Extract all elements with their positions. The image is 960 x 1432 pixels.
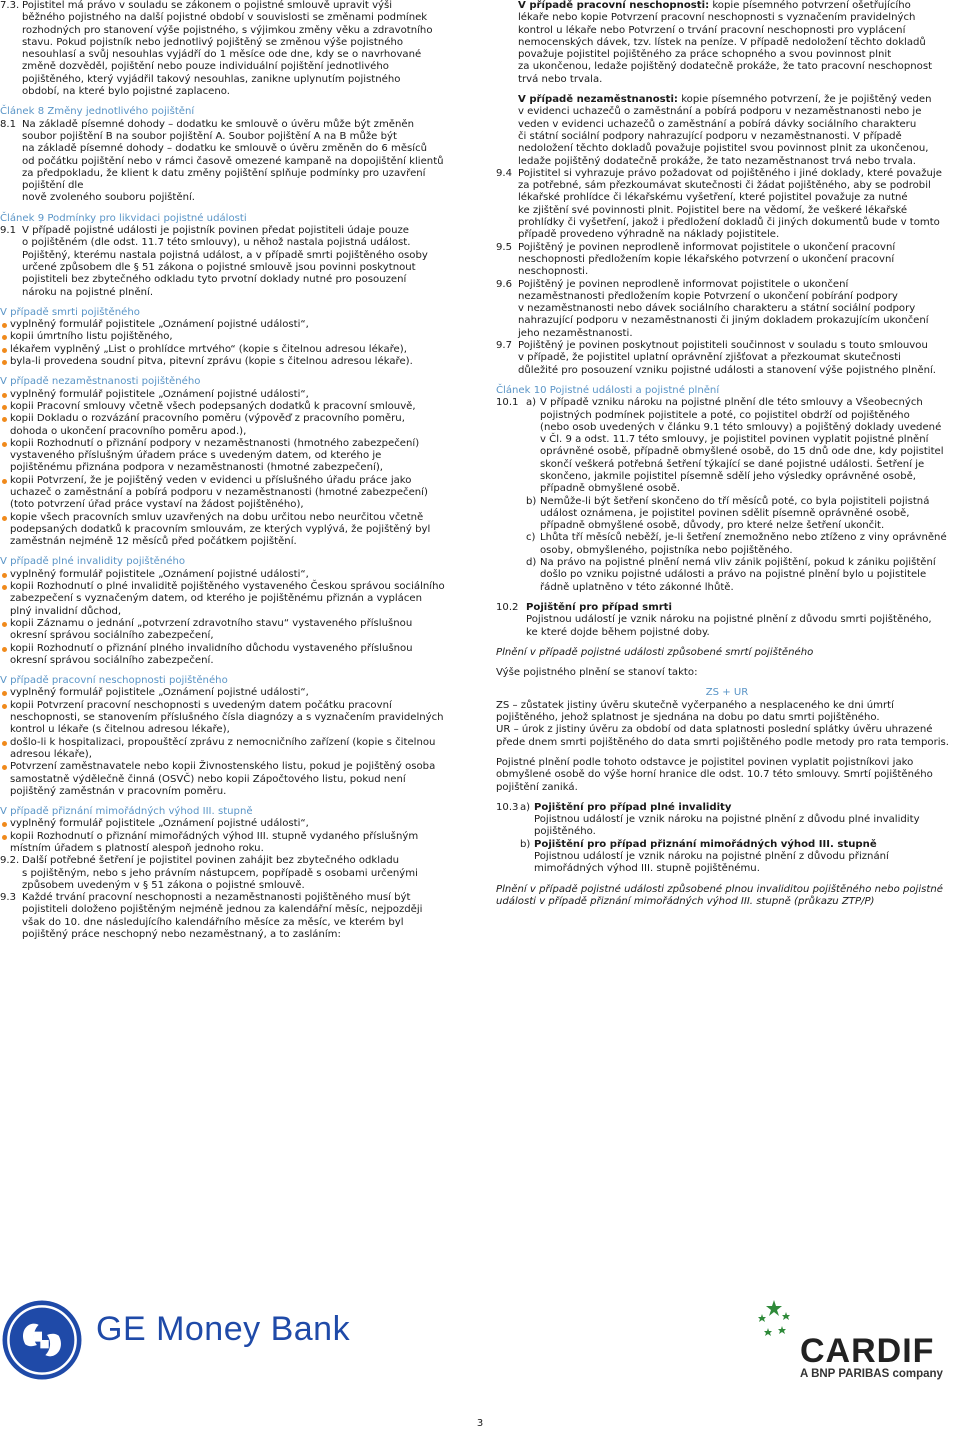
list-item — [0, 475, 460, 512]
paragraph-number: 7.3. — [0, 0, 20, 11]
text-line: soubor pojištění B na soubor pojištění A. Soubor pojištění A na B může být — [22, 130, 397, 142]
subparagraph-c — [526, 532, 958, 557]
cardif-wordmark: CARDIF — [800, 1332, 935, 1370]
benefit-formula: ZS + UR — [705, 687, 749, 699]
text-line: pojištěnému přiznána podpora v nezaměstnanosti (hmotné zabezpečení), — [10, 462, 383, 474]
list-item: vyplněný formulář pojistitele „Oznámení pojistné události“, — [0, 319, 460, 331]
text-line: kontrol u lékaře nebo Potvrzení o trvání pracovní neschopnosti pro vyplácení — [518, 24, 906, 36]
text-line: pojištěného, který vyjádřil takový nesouhlas, zanikne uplynutím pojistného — [22, 73, 401, 85]
page-number: 3 — [476, 1418, 484, 1429]
death-benefit-note: Plnění v případě pojistné události způsobené smrtí pojištěného — [496, 646, 814, 658]
text-line: nezaměstnanosti předložením kopie Potvrzení o ukončení pobírání podpory — [518, 290, 898, 302]
sick-leave-requirement — [496, 0, 958, 86]
text-line: v Čl. 9 a odst. 11.7 této smlouvy, je pojistitel povinen vyplatit pojistné plnění — [540, 434, 929, 446]
text-line: však do 10. dne následujícího kalendářního měsíce za měsíc, ve kterém byl — [22, 916, 404, 928]
text-line: kopii Rozhodnutí o plné invaliditě pojištěného vystaveného Českou správou sociálního — [10, 581, 445, 593]
text-line: podepsaných dodatků k pracovním smlouvám, ze kterých vyplývá, že pojištěný byl — [10, 523, 431, 535]
text-line: Nemůže-li být šetření skončeno do tří měsíců poté, co byla pojistiteli pojistná — [540, 495, 930, 507]
bold-lead: V případě pracovní neschopnosti: — [518, 0, 710, 11]
extraordinary-benefits-section-heading: V případě přiznání mimořádných výhod III. stupně — [0, 806, 253, 818]
text-line: prohlídky či vyšetření, jakož i předložení dokladů či jiných dokumentů bude v tomto — [518, 217, 940, 229]
text-line: považuje pojistitel pojištěného za práce schopného a svou povinnost plnit — [518, 49, 892, 61]
text-line: Pojistnou událostí je vznik nároku na pojistné plnění z důvodu smrti pojištěného, — [526, 614, 932, 626]
paragraph-number: 9.4 — [496, 167, 513, 179]
subsection-title: Pojištění pro případ smrti — [526, 601, 672, 613]
text-line: o pojištěném (dle odst. 11.7 této smlouvy), u něhož nastala pojistná událost. — [22, 237, 411, 249]
text-line: skončeno, jakmile pojistitel písemně sdělí jeho výsledky oprávněné osobě, — [540, 470, 917, 482]
text-line: kopii Potvrzení pracovní neschopnosti s uvedeným datem počátku pracovní — [10, 699, 392, 711]
subsection-title: Pojištění pro případ plné invalidity — [534, 801, 732, 813]
text-line: obmyšlené osobě do výše horní hranice dle odst. 10.7 této smlouvy. Smrtí pojištěného — [496, 769, 933, 781]
text-line: případně obmyšlené osobě, důvody, pro které nelze šetření ukončit. — [540, 520, 885, 532]
text-line: od počátku pojištění nebo v rámci časově omezené kampaně na dopojištění klientů — [22, 155, 444, 167]
article-10-heading: Článek 10 Pojistné události a pojistné plnění — [496, 384, 720, 396]
text-line: v případě, že pojistitel uplatní oprávnění zjišťovat a přezkoumat skutečnosti — [518, 352, 901, 364]
text-line: Na základě písemné dohody – dodatku ke smlouvě o úvěru může být změněn — [22, 118, 415, 130]
list-item — [0, 413, 460, 438]
text-line — [518, 94, 958, 106]
text-line: za předpokladu, že klient k datu změny pojištění splňuje podmínky pro uzavření pojištění dle — [22, 167, 426, 192]
text-line: V případě pojistné události je pojistník povinen předat pojistiteli údaje pouze — [22, 225, 409, 237]
text-line: nově zvoleného souboru pojištění. — [22, 192, 196, 204]
text-line: (nebo osob uvedených v článku 9.1 této smlouvy) a pojištěný doklady uvedené — [540, 421, 942, 433]
subparagraph-letter: b) — [526, 495, 537, 507]
paragraph-number: 9.2. — [0, 855, 20, 867]
text-line: kopii Rozhodnutí o přiznání mimořádných výhod III. stupně vydaného příslušným — [10, 830, 419, 842]
text-line: kopii Rozhodnutí o přiznání plného invalidního důchodu vystaveného příslušnou — [10, 642, 413, 654]
text-line: jeho nezaměstnanosti. — [518, 327, 633, 339]
cardif-tagline: A BNP PARIBAS company — [800, 1368, 943, 1380]
text-line: v nezaměstnanosti nebo dávek sociálního charakteru a státní sociální podpory — [518, 303, 916, 315]
list-item: vyplněný formulář pojistitele „Oznámení pojistné události“, — [0, 687, 460, 699]
paragraph-number: 10.1 — [496, 397, 519, 409]
paragraph-number: 9.6 — [496, 278, 513, 290]
text-line: Pojištěný je povinen neprodleně informovat pojistitele o ukončení pracovní — [518, 241, 896, 253]
text-line: nedoložení těchto dokladů považuje pojistitel svou povinnost plnit za ukončenou, — [518, 143, 929, 155]
text-line: kopii Záznamu o jednání „potvrzení zdravotního stavu“ vystaveného příslušnou — [10, 617, 413, 629]
list-item — [0, 618, 460, 643]
text-line: lékaře nebo kopie Potvrzení pracovní neschopnosti s vyznačením pravidelných — [518, 12, 916, 24]
list-item — [0, 761, 460, 798]
text-line: změně dozvěděl, pojištění nebo pouze individuální pojištění jednotlivého — [22, 61, 389, 73]
text-line: samostatně výdělečně činná (OSVČ) nebo kopii Zápočtového listu, pokud není — [10, 773, 406, 785]
subsection-title: Pojištění pro případ přiznání mimořádných výhod III. stupně — [534, 838, 877, 850]
text-line: či státní sociální podpory nahrazující podporu v nezaměstnanosti. V případě — [518, 130, 902, 142]
text-line: nároku na pojistné plnění. — [22, 286, 154, 298]
unemployment-requirement — [496, 94, 958, 168]
text-line: událost oznámena, je pojistitel povinen sdělit písemně oprávněné osobě, — [540, 507, 910, 519]
paragraph-9-7 — [496, 340, 958, 377]
text-line: Pojistnou událostí je vznik nároku na pojistné plnění z důvodu plné invalidity — [534, 814, 920, 826]
text-line: zabezpečení s vyznačeným datem, od kterého je pojištěnému přiznán a vyplácen — [10, 593, 423, 605]
text-line: na základě písemné dohody – dodatku ke smlouvě o úvěru změněn do 6 měsíců — [22, 143, 428, 155]
right-column — [496, 0, 958, 1170]
list-item — [0, 512, 460, 549]
text-line: Pojištěný je povinen poskytnout pojistiteli součinnost v souladu s touto smlouvou — [518, 340, 928, 352]
text-line: oprávněné osobě, případně obmyšlené osobě, do 15 dnů ode dne, kdy pojistitel — [540, 446, 944, 458]
paragraph-9-5 — [496, 242, 958, 279]
list-item: vyplněný formulář pojistitele „Oznámení pojistné události“, — [0, 818, 460, 830]
footer — [0, 1290, 960, 1400]
text-line: ZS – zůstatek jistiny úvěru skutečně vyčerpaného a nesplaceného ke dni úmrtí — [496, 699, 894, 711]
text-line: vystaveného příslušným úřadem práce s uvedeným datem, od kterého je — [10, 450, 382, 462]
text-line: skončí veškerá potřebná šetření týkající se dané pojistné události. Šetření je — [540, 458, 925, 470]
text-line: za potřebné, sám přezkoumávat skutečnosti či žádat pojištěného, aby se podrobil — [518, 180, 931, 192]
text-line: Na právo na pojistné plnění nemá vliv zánik pojištění, pokud k zániku pojištění — [540, 557, 936, 569]
text-line: za ukončenou, ledaže pojištěný dodatečně prokáže, že tato pracovní neschopnost — [518, 61, 933, 73]
text-line: dohoda o ukončení pracovního poměru apod.), — [10, 425, 247, 437]
text-line: Pojistitel si vyhrazuje právo požadovat od pojištěného i jiné doklady, které považuje — [518, 167, 942, 179]
text-line: Pojištěný je povinen neprodleně informovat pojistitele o ukončení — [518, 278, 849, 290]
paragraph-number: 9.7 — [496, 340, 513, 352]
text-line: neschopnosti, se stanovením příslušného čísla diagnózy a s vyznačením pravidelných — [10, 712, 444, 724]
paragraph-8-1 — [0, 119, 460, 205]
text-line: UR – úrok z jistiny úvěru za období od data splatnosti poslední splátky úvěru uhrazené — [496, 724, 933, 736]
subparagraph-a — [526, 397, 958, 495]
paragraph-9-6 — [496, 279, 958, 340]
text-line: pojištěného, jehož splatnost je sjednána na dobu po datu smrti pojištěného. — [496, 712, 880, 724]
text-line: pojištění zaniká. — [496, 781, 578, 793]
list-item — [0, 643, 460, 668]
subparagraph-b — [526, 496, 958, 533]
text-line: místním úřadem s platností alespoň jednoho roku. — [10, 843, 264, 854]
text-line: plný invalidní důchod, — [10, 605, 122, 617]
text-line: došlo-li k hospitalizaci, propouštěcí zprávu z nemocničního zařízení (kopie s čitelnou — [10, 736, 436, 748]
text-line: určené způsobem dle § 51 zákona o pojistné smlouvě jsou povinni poskytnout — [22, 261, 416, 273]
text-line: Potvrzení zaměstnavatele nebo kopii Živnostenského listu, pokud je pojištěný osoba — [10, 761, 436, 773]
paragraph-number: 9.3 — [0, 892, 17, 904]
text-line: Výše pojistného plnění se stanoví takto: — [496, 667, 698, 679]
text-line: okresní správou sociálního zabezpečení. — [10, 654, 214, 666]
text-line: řádně uplatněno v této zákonné lhůtě. — [540, 581, 734, 593]
text-line: Lhůta tří měsíců neběží, je-li šetření znemožněno nebo ztíženo z viny oprávněné — [540, 532, 947, 544]
text-line: rozhodných pro stanovení výše pojistného, s výjimkou změny věku a zdravotního — [22, 24, 433, 36]
text-line: nahrazující podporu v nezaměstnanosti či jiným dokladem prokazujícím ukončení — [518, 315, 929, 327]
text-line: kopii Dokladu o rozvázání pracovního poměru (výpověď z pracovního poměru, — [10, 413, 405, 425]
text-line: pojištěného. — [534, 826, 596, 838]
article-8-heading: Článek 8 Změny jednotlivého pojištění — [0, 106, 195, 118]
text-line: pojištěný práce neschopný nebo nezaměstnaný, a to zasláním: — [22, 929, 341, 941]
list-item: kopii úmrtního listu pojištěného, — [0, 331, 460, 343]
text-line: došlo po vzniku pojistné události a právo na pojistné plnění bylo u pojistitele — [540, 569, 927, 581]
disability-benefit-note: události v případě přiznání mimořádných výhod III. stupně (průkazu ZTP/P) — [496, 895, 875, 907]
death-section-heading: V případě smrti pojištěného — [0, 306, 140, 318]
paragraph-9-1 — [0, 225, 460, 299]
text-line-rest: kopie písemného potvrzení, že je pojištěný veden — [677, 94, 932, 106]
subparagraph-b — [520, 839, 958, 876]
list-item — [0, 700, 460, 737]
paragraph-number: 9.1 — [0, 225, 17, 237]
text-line: pojistných podmínek pojistitele a poté, co pojistitel obdrží od pojištěného — [540, 409, 910, 421]
text-line: ledaže pojištěný dodatečně prokáže, že tato nezaměstnanost trvá nebo trvala. — [518, 155, 916, 167]
text-line: případně obmyšlené osobě. — [540, 483, 681, 495]
cardif-logo — [752, 1298, 958, 1388]
text-line: V případě vzniku nároku na pojistné plnění dle této smlouvy a Všeobecných — [540, 397, 923, 409]
paragraph-10-2 — [496, 602, 958, 639]
paragraph-10-1 — [496, 397, 958, 594]
paragraph-10-3 — [496, 802, 958, 876]
text-line: okresní správou sociálního zabezpečení, — [10, 630, 214, 642]
sick-leave-section-heading: V případě pracovní neschopnosti pojištěného — [0, 675, 228, 687]
list-item — [0, 438, 460, 475]
subparagraph-letter: a) — [526, 397, 537, 409]
bold-lead: V případě nezaměstnanosti: — [518, 94, 678, 106]
text-line: Další potřebné šetření je pojistitel povinen zahájit bez zbytečného odkladu — [22, 855, 400, 867]
text-line: přede dnem smrti pojištěného do data smrti pojištěného podle metody pro rata temporis. — [496, 736, 949, 748]
text-line: pojistiteli doloženo pojištěným nejméně jednou za kalendářní měsíc, nejpozději — [22, 904, 423, 916]
text-line: veden v evidenci uchazečů o zaměstnání a pobírá dávky sociálního charakteru — [518, 118, 917, 130]
paragraph-7-3 — [0, 0, 460, 98]
text-line: neschopnosti předložením kopie lékařského potvrzení o ukončení pracovní — [518, 253, 895, 265]
list-item: vyplněný formulář pojistitele „Oznámení pojistné události“, — [0, 389, 460, 401]
subparagraph-letter: c) — [526, 532, 536, 544]
text-line — [518, 0, 958, 12]
text-line: pojistiteli bez zbytečného odkladu tyto prvotní doklady nutné pro posouzení — [22, 274, 407, 286]
disability-benefit-note: Plnění v případě pojistné události způsobené plnou invaliditou pojištěného nebo pojistné — [496, 883, 943, 895]
text-line: nemocenských dávek, tzv. lístek na peníze. V případě nedoložení těchto dokladů — [518, 36, 926, 48]
paragraph-number: 9.5 — [496, 241, 513, 253]
list-item — [0, 737, 460, 762]
subparagraph-a — [520, 802, 958, 839]
ge-money-bank-logo: GE Money Bank — [96, 1310, 351, 1348]
paragraph-number: 10.2 — [496, 601, 519, 613]
list-item — [0, 831, 460, 856]
bnp-stars-icon — [752, 1298, 796, 1342]
text-line: zaměstnán nejméně 12 měsíců před počátkem pojištění. — [10, 536, 297, 548]
subparagraph-d — [526, 557, 958, 594]
text-line: období, na které bylo pojistné zaplaceno. — [22, 86, 230, 98]
paragraph-9-3 — [0, 892, 460, 941]
text-line: uchazeč o zaměstnání a pobírá podporu v nezaměstnanosti (hmotné zabezpečení) — [10, 486, 428, 498]
text-line: trvá nebo trvala. — [518, 73, 603, 85]
text-line: kopii Potvrzení, že je pojištěný veden v evidenci u příslušného úřadu práce jako — [10, 474, 412, 486]
text-line: ke které dojde během pojistné doby. — [526, 626, 710, 638]
subparagraph-letter: b) — [520, 838, 531, 850]
text-line: lékařské prohlídce či lékařskému vyšetření, které pojistitel považuje za nutné — [518, 192, 908, 204]
text-line: neschopnosti. — [518, 266, 589, 278]
paragraph-number: 8.1 — [0, 118, 17, 130]
text-line: v evidenci uchazečů o zaměstnání a pobírá podporu v nezaměstnanosti nebo je — [518, 106, 922, 118]
list-item: lékařem vyplněný „List o prohlídce mrtvého“ (kopie s čitelnou adresou lékaře), — [0, 344, 460, 356]
text-line: způsobem uvedeným v § 51 zákona o pojistné smlouvě. — [22, 879, 305, 891]
paragraph-number: 10.3 — [496, 801, 519, 813]
disability-section-heading: V případě plné invalidity pojištěného — [0, 556, 186, 568]
text-line: Pojištěný, kterému nastala pojistná událost, a v případě smrti pojištěného osoby — [22, 249, 428, 261]
unemployment-section-heading: V případě nezaměstnanosti pojištěného — [0, 376, 201, 388]
text-line: nesouhlasí a svůj nesouhlas vyjádří do 1 měsíce ode dne, kdy se o navrhované — [22, 49, 422, 61]
paragraph-9-2 — [0, 855, 460, 892]
text-line: důležité pro posouzení vzniku pojistné události a stanovení výše pojistného plnění. — [518, 364, 936, 376]
list-item: vyplněný formulář pojistitele „Oznámení pojistné události“, — [0, 569, 460, 581]
left-column — [0, 0, 460, 1170]
text-line: s pojištěným, nebo s jeho právním nástupcem, popřípadě s osobami určenými — [22, 867, 418, 879]
text-line: stavu. Pokud pojistník nebo jednotlivý pojištěný se změnou výše pojistného — [22, 36, 404, 48]
text-line: Pojistnou událostí je vznik nároku na pojistné plnění z důvodu přiznání — [534, 851, 889, 862]
list-item — [0, 581, 460, 618]
list-item: kopii Pracovní smlouvy včetně všech podepsaných dodatků k pracovní smlouvě, — [0, 401, 460, 413]
text-line: kopie všech pracovních smluv uzavřených na dobu určitou nebo neurčitou včetně — [10, 511, 424, 523]
text-line: případě provedeno výhradně na náklady pojistitele. — [518, 229, 780, 241]
text-line: kontrol u lékaře (s čitelnou adresou lékaře), — [10, 724, 230, 736]
article-9-heading: Článek 9 Podmínky pro likvidaci pojistné události — [0, 212, 247, 224]
paragraph-9-4 — [496, 168, 958, 242]
text-line-rest: kopie písemného potvrzení ošetřujícího — [709, 0, 911, 11]
subparagraph-letter: a) — [520, 801, 531, 813]
text-line: ke zjištění své povinnosti plnit. Pojistitel bere na vědomí, že veškeré lékařské — [518, 204, 908, 216]
text-line: (toto potvrzení úřad práce vystaví na žádost pojištěného), — [10, 499, 304, 511]
text-line: Pojistitel má právo v souladu se zákonem o pojistné smlouvě upravit výši — [22, 0, 393, 11]
text-line: Každé trvání pracovní neschopnosti a nezaměstnanosti pojištěného musí být — [22, 892, 411, 904]
text-line: kopii Rozhodnutí o přiznání podpory v nezaměstnanosti (hmotného zabezpečení) — [10, 437, 420, 449]
list-item: byla-li provedena soudní pitva, pitevní zprávu (kopie s čitelnou adresou lékaře). — [0, 356, 460, 368]
text-line: osoby, obmyšleného, pojistníka nebo pojištěného. — [540, 544, 793, 556]
text-line: adresou lékaře), — [10, 748, 92, 760]
text-line: pojištěný zaměstnán v pracovním poměru. — [10, 785, 227, 797]
text-line: Pojistné plnění podle tohoto odstavce je pojistitel povinen vyplatit pojistníkovi jako — [496, 756, 914, 768]
text-line: běžného pojistného na další pojistné období v souvislosti se změnami podmínek — [22, 12, 428, 24]
text-line: mimořádných výhod III. stupně pojištěnému. — [534, 863, 760, 875]
subparagraph-letter: d) — [526, 557, 537, 569]
ge-monogram-icon — [0, 1298, 84, 1382]
